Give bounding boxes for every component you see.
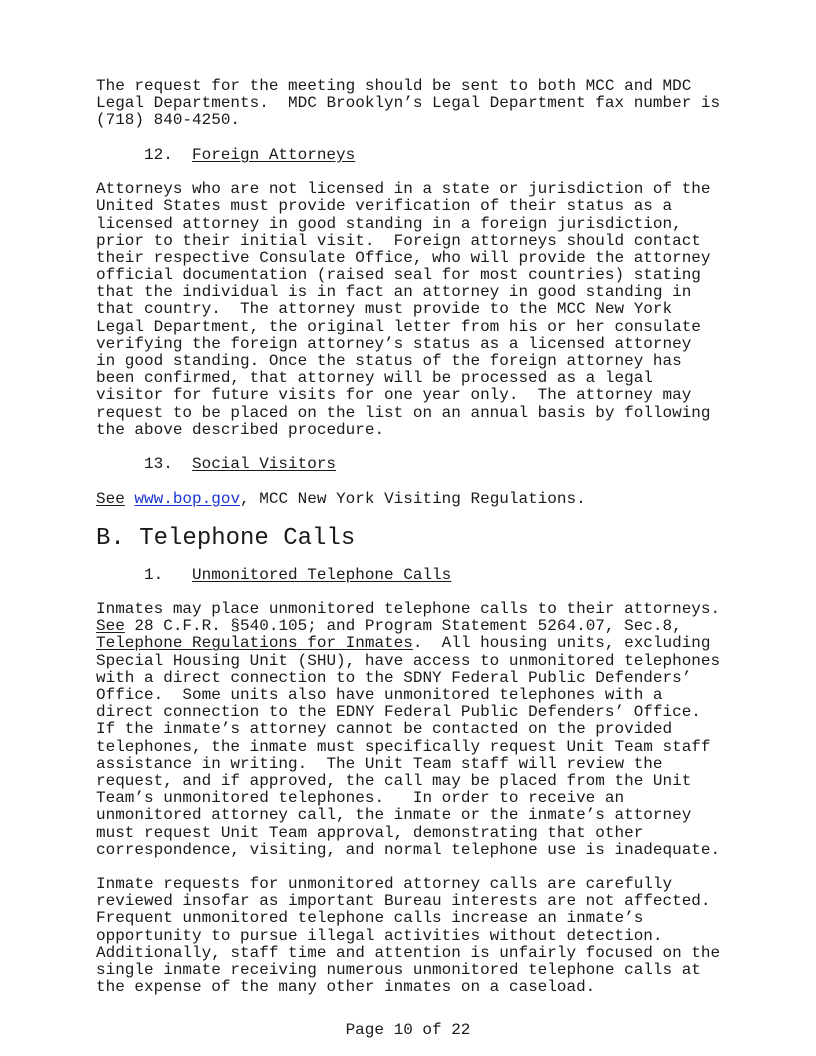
text-line: Legal Departments. MDC Brooklyn’s Legal Department fax number is [96, 94, 721, 113]
section-number: 12. [144, 145, 173, 164]
text-line: (718) 840-4250. [96, 111, 241, 130]
page-number-footer: Page 10 of 22 [345, 1021, 471, 1039]
section-13-heading [96, 456, 736, 473]
text-line: Legal Department, the original letter from his or her consulate [96, 317, 701, 336]
text-line: the expense of the many other inmates on a caseload. [96, 978, 596, 997]
text-line: United States must provide verification of their status as a [96, 197, 673, 216]
section-title: Foreign Attorneys [192, 145, 356, 164]
text-line: Inmate requests for unmonitored attorney calls are carefully [96, 875, 673, 894]
social-visitors-line [96, 491, 736, 508]
text-lines [96, 653, 736, 859]
text-line: correspondence, visiting, and normal telephone use is inadequate. [96, 840, 721, 859]
foreign-attorneys-paragraph [96, 181, 736, 439]
section-title: Social Visitors [192, 455, 337, 474]
text-continuation: . All housing units, excluding [412, 634, 711, 653]
text-line: official documentation (raised seal for most countries) stating [96, 266, 701, 285]
cited-title: Telephone Regulations for Inmates [96, 634, 413, 653]
text-line: their respective Consulate Office, who will provide the attorney [96, 248, 711, 267]
text-line: assistance in writing. The Unit Team staff will review the [96, 754, 663, 773]
citation-text: 28 C.F.R. §540.105; and Program Statement 5264.07, Sec.8, [124, 617, 682, 636]
text-line: the above described procedure. [96, 420, 385, 439]
see-signal: See [96, 489, 125, 508]
see-signal: See [96, 617, 125, 636]
text-line: telephones, the inmate must specifically request Unit Team staff [96, 737, 711, 756]
text-line: reviewed insofar as important Bureau interests are not affected. [96, 892, 711, 911]
section-title: Unmonitored Telephone Calls [192, 565, 452, 584]
text-line: Office. Some units also have unmonitored telephones with a [96, 686, 663, 704]
text-line: unmonitored attorney call, the inmate or the inmate’s attorney [96, 806, 692, 825]
text-line: visitor for future visits for one year only. The attorney may [96, 386, 692, 405]
text-line: If the inmate’s attorney cannot be contacted on the provided [96, 720, 673, 739]
text-line [96, 635, 736, 652]
text-line: single inmate receiving numerous unmonitored telephone calls at [96, 961, 701, 979]
text-line: prior to their initial visit. Foreign attorneys should contact [96, 231, 701, 250]
document-page [96, 78, 736, 996]
text-line: verifying the foreign attorney’s status as a licensed attorney [96, 334, 692, 353]
text-line: in good standing. Once the status of the foreign attorney has [96, 352, 682, 370]
text-line: Frequent unmonitored telephone calls increase an inmate’s [96, 909, 644, 928]
text-line: with a direct connection to the SDNY Federal Public Defenders’ [96, 668, 692, 687]
text-line: Special Housing Unit (SHU), have access to unmonitored telephones [96, 651, 721, 670]
call-review-paragraph [96, 876, 736, 996]
text-line: Inmates may place unmonitored telephone calls to their attorneys. [96, 600, 721, 619]
text-line: licensed attorney in good standing in a foreign jurisdiction, [96, 214, 682, 233]
text-line: request to be placed on the list on an annual basis by following [96, 403, 711, 422]
text-line: Attorneys who are not licensed in a state or jurisdiction of the [96, 180, 711, 199]
text-line: Team’s unmonitored telephones. In order to receive an [96, 789, 625, 808]
text-line: The request for the meeting should be sent to both MCC and MDC [96, 77, 692, 95]
text-line: direct connection to the EDNY Federal Public Defenders’ Office. [96, 703, 701, 722]
text-line [96, 618, 736, 635]
text-line: been confirmed, that attorney will be processed as a legal [96, 369, 653, 388]
text-line: opportunity to pursue illegal activities without detection. [96, 926, 663, 945]
bop-gov-link[interactable]: www.bop.gov [134, 489, 241, 508]
section-number: 1. [144, 565, 164, 584]
text-line: Additionally, staff time and attention is unfairly focused on the [96, 943, 721, 962]
intro-paragraph [96, 78, 736, 130]
text-line: that country. The attorney must provide to the MCC New York [96, 300, 673, 319]
text-line: request, and if approved, the call may be placed from the Unit [96, 771, 692, 790]
text-line: that the individual is in fact an attorney in good standing in [96, 283, 692, 302]
section-b-heading: B. Telephone Calls [96, 524, 356, 552]
social-visitors-rest: , MCC New York Visiting Regulations. [240, 489, 586, 508]
unmonitored-calls-paragraph [96, 601, 736, 859]
text-line: must request Unit Team approval, demonstrating that other [96, 823, 644, 842]
section-12-heading [96, 147, 736, 164]
section-number: 13. [144, 455, 173, 474]
subsection-1-heading [96, 567, 736, 584]
